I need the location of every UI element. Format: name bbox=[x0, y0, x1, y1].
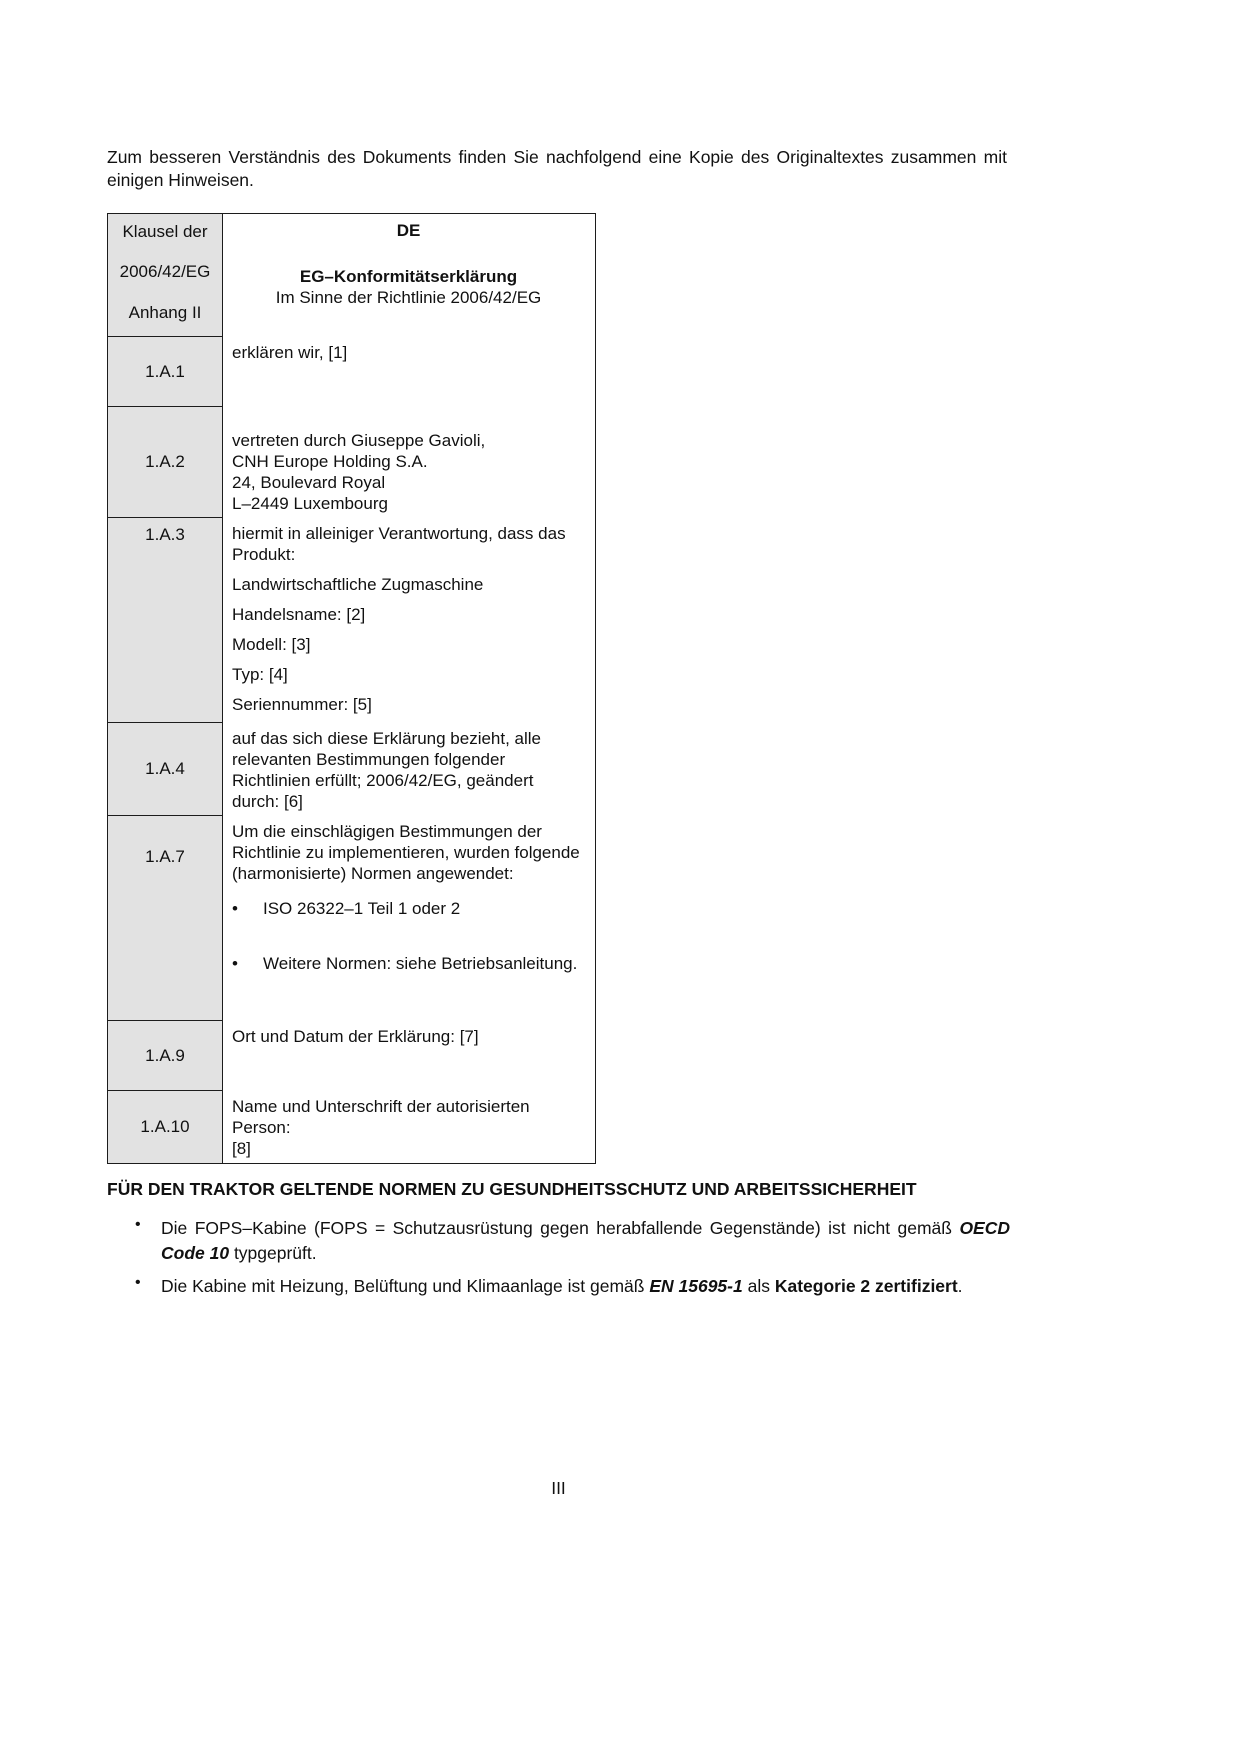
clause-cell-1a1 bbox=[108, 337, 223, 407]
clause-label: 1.A.10 bbox=[140, 1117, 190, 1136]
declaration-text: Landwirtschaftliche Zugmaschine bbox=[232, 574, 484, 594]
declaration-text: erklären wir, [1] bbox=[232, 342, 348, 362]
norm-list-item bbox=[232, 953, 585, 974]
declaration-table bbox=[107, 213, 596, 1164]
norm-text: ISO 26322–1 Teil 1 oder 2 bbox=[263, 898, 461, 918]
declaration-cell-1a2 bbox=[223, 407, 595, 518]
clause-label: 1.A.4 bbox=[145, 759, 185, 778]
standards-list-item bbox=[107, 1274, 1010, 1299]
declaration-cell-1a7 bbox=[223, 816, 595, 1021]
clause-header-line-1: Klausel der bbox=[122, 221, 208, 241]
page-number: III bbox=[551, 1478, 566, 1498]
declaration-text: Modell: [3] bbox=[232, 634, 311, 654]
clause-label: 1.A.7 bbox=[145, 846, 185, 866]
norm-text: Weitere Normen: siehe Betriebsanleitung. bbox=[263, 953, 578, 973]
declaration-text: Typ: [4] bbox=[232, 664, 288, 684]
declaration-title: EG–Konformitätserklärung bbox=[299, 266, 518, 286]
standards-item-text bbox=[161, 1274, 1010, 1299]
bullet-icon bbox=[232, 953, 263, 974]
declaration-text: Handelsname: [2] bbox=[232, 604, 366, 624]
text-segment: . bbox=[957, 1276, 963, 1297]
clause-label: 1.A.9 bbox=[145, 1045, 185, 1065]
declaration-cell-1a4 bbox=[223, 723, 595, 816]
declaration-cell-1a3 bbox=[223, 518, 595, 723]
text-segment-bold: Kategorie 2 zertifiziert bbox=[774, 1276, 958, 1297]
language-code: DE bbox=[396, 220, 421, 240]
text-segment: als bbox=[742, 1276, 775, 1297]
clause-cell-1a4 bbox=[108, 723, 223, 816]
text-segment: typgeprüft. bbox=[229, 1242, 317, 1263]
declaration-text-line: L–2449 Luxembourg bbox=[232, 493, 388, 513]
declaration-text-line: 24, Boulevard Royal bbox=[232, 472, 386, 492]
standards-item-text bbox=[161, 1216, 1010, 1265]
text-segment: Die Kabine mit Heizung, Belüftung und Klimaanlage ist gemäß bbox=[161, 1276, 650, 1297]
standards-list-item bbox=[107, 1216, 1010, 1265]
text-segment: Die FOPS–Kabine (FOPS = Schutzausrüstung gegen herabfallende Gegenstände) ist nicht gemäß bbox=[161, 1218, 960, 1239]
declaration-text: Um die einschlägigen Bestimmungen der Richtlinie zu implementieren, wurden folgende (harmonisierte) Normen angewendet: bbox=[232, 821, 580, 883]
bullet-icon bbox=[232, 898, 263, 919]
norm-list-item bbox=[232, 898, 585, 919]
declaration-text: auf das sich diese Erklärung bezieht, alle relevanten Bestimmungen folgender Richtlinien erfüllt; 2006/42/EG, geändert durch: [6] bbox=[232, 728, 542, 811]
bullet-icon bbox=[135, 1274, 161, 1299]
declaration-subtitle: Im Sinne der Richtlinie 2006/42/EG bbox=[275, 287, 542, 307]
declaration-cell-1a9 bbox=[223, 1021, 595, 1091]
declaration-text-line: [8] bbox=[232, 1138, 251, 1158]
text-segment-emphasis: EN 15695-1 bbox=[649, 1276, 743, 1297]
intro-paragraph: Zum besseren Verständnis des Dokuments finden Sie nachfolgend eine Kopie des Originaltextes zusammen mit einigen Hinweisen. bbox=[107, 147, 1007, 190]
text-segment-emphasis: OECD Code 10 bbox=[161, 1218, 1010, 1263]
declaration-cell-1a10 bbox=[223, 1091, 595, 1163]
bullet-icon bbox=[135, 1216, 161, 1265]
declaration-cell-1a1 bbox=[223, 337, 595, 407]
declaration-text-line: vertreten durch Giuseppe Gavioli, bbox=[232, 430, 486, 450]
clause-cell-1a9 bbox=[108, 1021, 223, 1091]
clause-header-cell bbox=[108, 214, 223, 337]
clause-cell-1a3 bbox=[108, 518, 223, 723]
clause-label: 1.A.1 bbox=[145, 361, 185, 381]
clause-cell-1a7 bbox=[108, 816, 223, 1021]
clause-header-line-2: 2006/42/EG bbox=[119, 262, 211, 281]
clause-cell-1a10 bbox=[108, 1091, 223, 1163]
declaration-text: Ort und Datum der Erklärung: [7] bbox=[232, 1026, 479, 1046]
clause-label: 1.A.2 bbox=[145, 452, 185, 471]
declaration-text: hiermit in alleiniger Verantwortung, dass das Produkt: bbox=[232, 523, 566, 564]
clause-label: 1.A.3 bbox=[145, 524, 185, 544]
standards-heading: FÜR DEN TRAKTOR GELTENDE NORMEN ZU GESUNDHEITSSCHUTZ UND ARBEITSSICHERHEIT bbox=[107, 1178, 917, 1199]
declaration-text: Seriennummer: [5] bbox=[232, 694, 372, 714]
clause-header-line-3: Anhang II bbox=[128, 302, 202, 322]
clause-cell-1a2 bbox=[108, 407, 223, 518]
declaration-text-line: Name und Unterschrift der autorisierten Person: bbox=[232, 1096, 530, 1137]
declaration-header-cell bbox=[223, 214, 595, 337]
declaration-text-line: CNH Europe Holding S.A. bbox=[232, 451, 428, 471]
standards-list bbox=[107, 1216, 1010, 1299]
